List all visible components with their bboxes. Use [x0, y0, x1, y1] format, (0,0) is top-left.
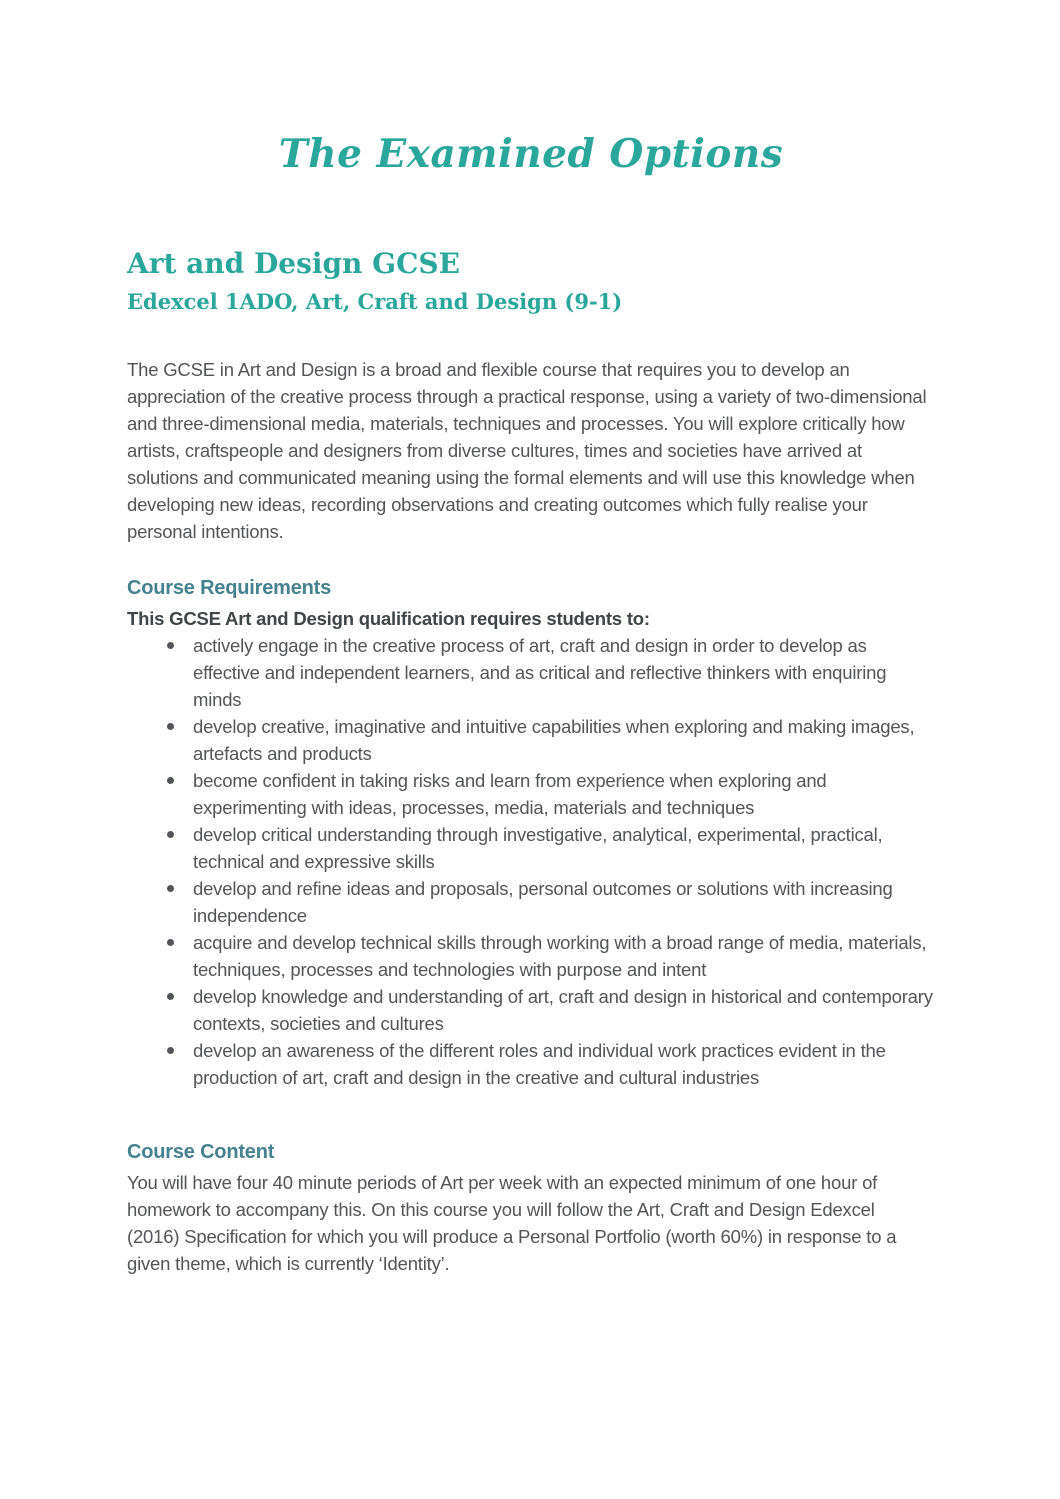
course-section [127, 246, 935, 1277]
requirement-list-item [127, 821, 935, 875]
requirement-text: acquire and develop technical skills through working with a broad range of media, materials, techniques, processes and technologies with purpose and intent [193, 932, 927, 980]
course-content-heading: Course Content [127, 1141, 275, 1163]
course-requirements-lead: This GCSE Art and Design qualification requires students to: [127, 608, 650, 629]
requirement-text: develop and refine ideas and proposals, personal outcomes or solutions with increasing independence [193, 878, 893, 926]
requirement-text: develop creative, imaginative and intuitive capabilities when exploring and making images, artefacts and products [193, 716, 915, 764]
course-subheading: Edexcel 1ADO, Art, Craft and Design (9-1) [127, 289, 623, 314]
requirements-list [127, 632, 935, 1091]
requirement-list-item [127, 713, 935, 767]
requirement-list-item [127, 767, 935, 821]
requirement-text: develop critical understanding through investigative, analytical, experimental, practical, technical and expressive skills [193, 824, 883, 872]
page-title: The Examined Options [278, 131, 784, 177]
course-intro-paragraph: The GCSE in Art and Design is a broad and flexible course that requires you to develop an appreciation of the creative process through a practical response, using a variety of two-dimensional and three-dimensional media, materials, techniques and processes. You will explore critically how artists, craftspeople and designers from diverse cultures, times and societies have arrived at solutions and communicated meaning using the formal elements and will use this knowledge when developing new ideas, recording observations and creating outcomes which fully realise your personal intentions. [127, 359, 932, 542]
requirement-list-item [127, 1037, 935, 1091]
requirement-list-item [127, 983, 935, 1037]
requirement-text: become confident in taking risks and learn from experience when exploring and experimenting with ideas, processes, media, materials and techniques [193, 770, 827, 818]
requirement-list-item [127, 875, 935, 929]
course-heading: Art and Design GCSE [127, 247, 460, 280]
requirement-text: develop an awareness of the different roles and individual work practices evident in the production of art, craft and design in the creative and cultural industries [193, 1040, 886, 1088]
requirement-text: actively engage in the creative process of art, craft and design in order to develop as effective and independent learners, and as critical and reflective thinkers with enquiring minds [193, 635, 887, 710]
requirement-list-item [127, 929, 935, 983]
course-requirements-heading: Course Requirements [127, 577, 332, 599]
requirement-text: develop knowledge and understanding of art, craft and design in historical and contemporary contexts, societies and cultures [193, 986, 933, 1034]
requirement-list-item [127, 632, 935, 713]
course-content-paragraph: You will have four 40 minute periods of Art per week with an expected minimum of one hour of homework to accompany this. On this course you will follow the Art, Craft and Design Edexcel (2016) Specification for which you will produce a Personal Portfolio (worth 60%) in response to a given theme, which is currently ‘Identity’. [127, 1172, 902, 1274]
